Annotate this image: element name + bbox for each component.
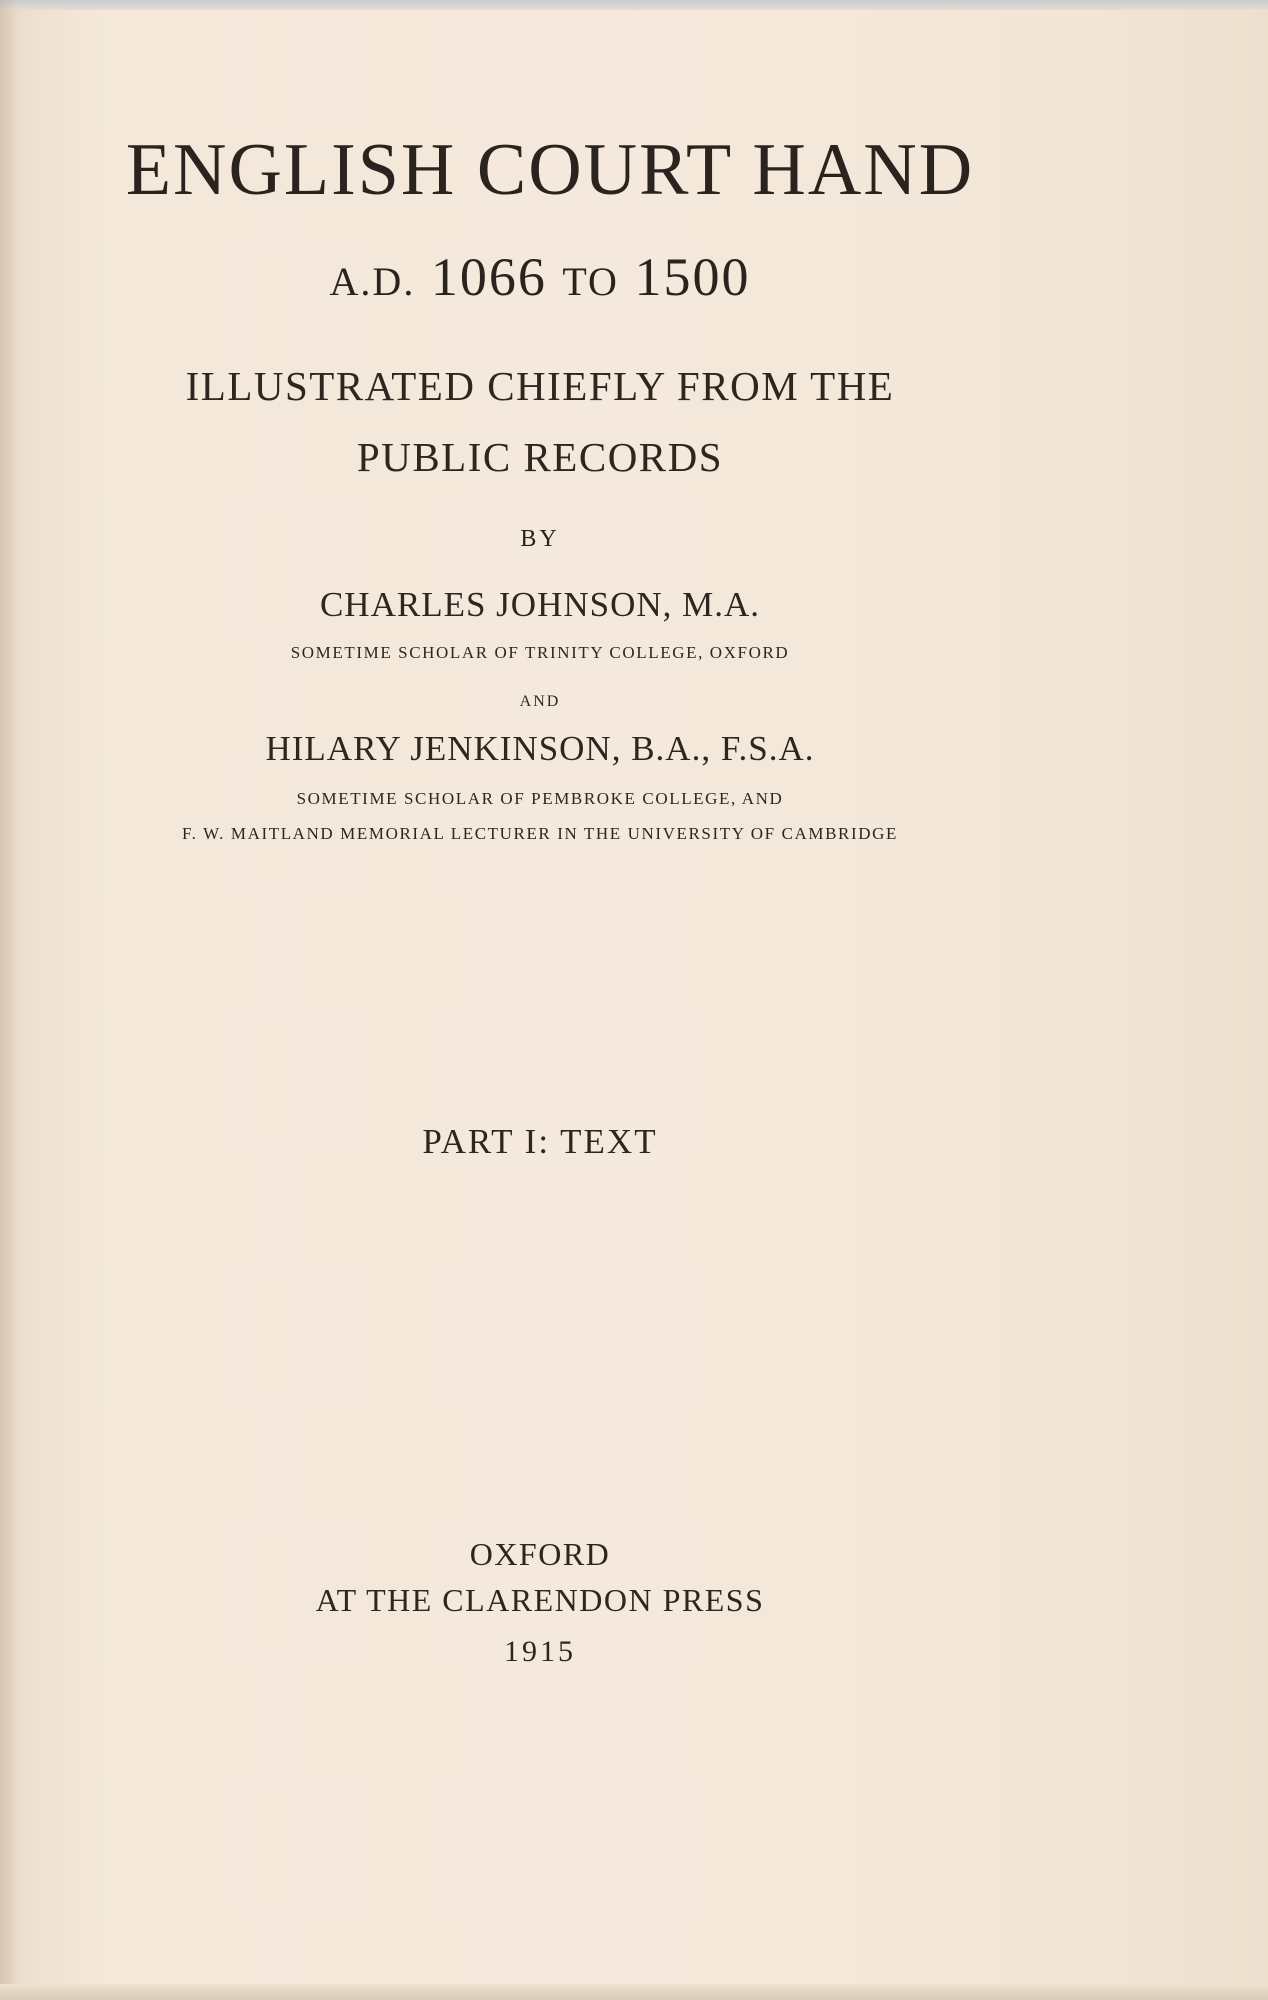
date-end: 1500 (634, 247, 751, 307)
part-heading: PART I: TEXT (422, 1122, 658, 1161)
author-2-affiliation-line-2: F. W. MAITLAND MEMORIAL LECTURER IN THE UNIVERSITY OF CAMBRIDGE (181, 824, 898, 843)
date-to: TO (562, 259, 619, 304)
date-prefix: A.D. (329, 259, 416, 304)
author-2-name: HILARY JENKINSON, B.A., F.S.A. (265, 729, 815, 768)
and-label: AND (519, 693, 561, 710)
page-bottom-edge (0, 1984, 1268, 2000)
page-top-edge (0, 0, 1268, 10)
date-start: 1066 (430, 247, 547, 307)
imprint-city: OXFORD (469, 1536, 611, 1572)
subtitle-line-2: PUBLIC RECORDS (356, 434, 724, 480)
book-title: ENGLISH COURT HAND (125, 129, 975, 211)
imprint-publisher: AT THE CLARENDON PRESS (315, 1582, 765, 1618)
subtitle-line-1: ILLUSTRATED CHIEFLY FROM THE (185, 363, 895, 409)
author-1-name: CHARLES JOHNSON, M.A. (319, 585, 761, 624)
date-range (0, 246, 1080, 308)
author-2-affiliation-line-1: SOMETIME SCHOLAR OF PEMBROKE COLLEGE, AND (296, 789, 784, 808)
imprint-year: 1915 (504, 1635, 576, 1668)
author-1-affiliation: SOMETIME SCHOLAR OF TRINITY COLLEGE, OXFORD (290, 643, 790, 662)
by-label: BY (520, 526, 560, 552)
